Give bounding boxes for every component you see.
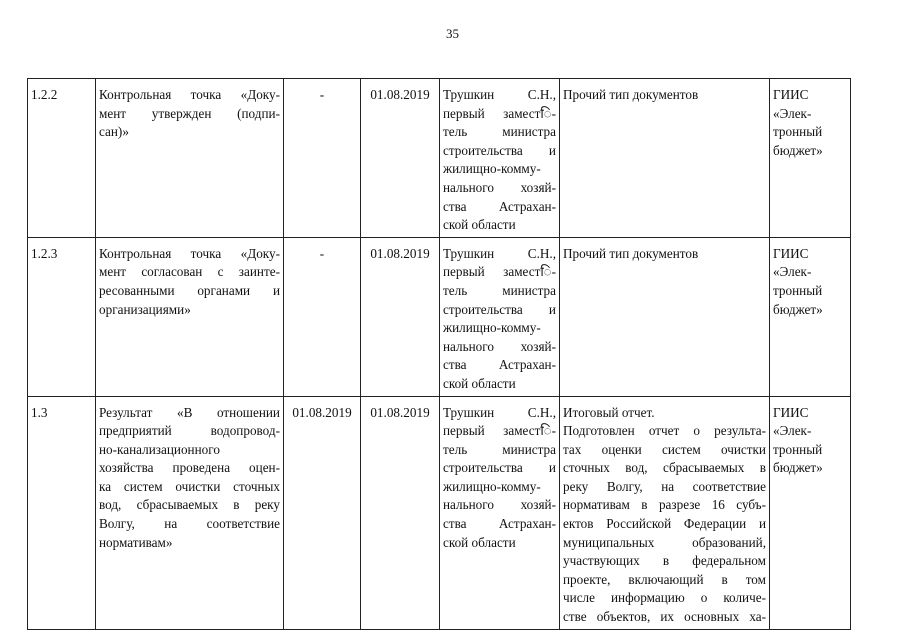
info-system-cell (770, 237, 851, 396)
cell-line: реку Волгу, на соответствие (563, 478, 766, 494)
cell-line: сан)» (99, 124, 129, 140)
cell-line: бюджет» (773, 301, 823, 317)
cell-line: Итоговый отчет. (563, 404, 655, 420)
cell-line: ектов Российской Федерации и (563, 516, 766, 532)
cell-line: сточных вод, сбрасываемых в (563, 460, 766, 476)
cell-line: проекте, включающий в том (563, 571, 766, 587)
cell-line: нального хозяй- (443, 338, 556, 354)
cell-line: Контрольная точка «Доку- (99, 245, 280, 261)
cell-line: Трушкин С.Н., (443, 87, 556, 102)
cell-line: ГИИС (773, 245, 809, 261)
page-number: 35 (446, 26, 459, 41)
cell-line: ства Астрахан- (443, 516, 556, 532)
plan-table (27, 78, 851, 630)
cell-line: нормативам в разрезе 16 субъ- (563, 497, 766, 513)
cell-line: строительства и (443, 460, 556, 476)
document-type-cell (560, 396, 770, 629)
end-date-cell: 01.08.2019 (361, 396, 440, 629)
cell-line: Прочий тип документов (563, 245, 699, 261)
cell-line: хозяйства проведена оцен- (99, 460, 280, 476)
cell-line: тронный (773, 282, 823, 298)
end-date-cell: 01.08.2019 (361, 79, 440, 238)
cell-line: строительства и (443, 301, 556, 317)
info-system-cell (770, 396, 851, 629)
row-number-cell: 1.2.3 (28, 237, 96, 396)
cell-line: Трушкин С.Н., (443, 404, 556, 420)
cell-line: участвующих в федеральном (563, 553, 766, 569)
cell-line: тах оценки систем очистки (563, 441, 766, 457)
cell-line: предприятий водопровод- (99, 423, 280, 439)
cell-line: мент согласован с заинте- (99, 264, 280, 280)
cell-line: нормативам» (99, 534, 173, 550)
cell-line: тель министра (443, 282, 556, 298)
cell-line: «Элек- (773, 423, 812, 439)
cell-line: первый заместि- (443, 105, 556, 121)
table-row (28, 237, 851, 396)
task-name-cell (96, 79, 284, 238)
responsible-cell (440, 237, 560, 396)
start-date-cell: - (284, 237, 361, 396)
row-number-cell: 1.3 (28, 396, 96, 629)
cell-line: жилищно-комму- (443, 161, 541, 177)
cell-line: стве объектов, их основных ха- (563, 609, 766, 625)
cell-line: вод, сбрасываемых в реку (99, 497, 280, 513)
cell-line: «Элек- (773, 105, 812, 121)
cell-line: муниципальных образований, (563, 534, 766, 550)
responsible-cell (440, 79, 560, 238)
cell-line: первый заместि- (443, 264, 556, 280)
cell-line: жилищно-комму- (443, 478, 541, 494)
cell-line: Контрольная точка «Доку- (99, 87, 280, 102)
cell-line: Волгу, на соответствие (99, 516, 280, 532)
cell-line: Результат «В отношении (99, 404, 280, 420)
start-date-cell: 01.08.2019 (284, 396, 361, 629)
cell-line: тронный (773, 441, 823, 457)
responsible-cell (440, 396, 560, 629)
cell-line: ГИИС (773, 404, 809, 420)
cell-line: тронный (773, 124, 823, 140)
cell-line: ской области (443, 534, 516, 550)
cell-line: числе информацию о количе- (563, 590, 766, 606)
cell-line: ка систем очистки сточных (99, 478, 280, 494)
cell-line: тель министра (443, 124, 556, 140)
cell-line: жилищно-комму- (443, 320, 541, 336)
cell-line: организациями» (99, 301, 191, 317)
cell-line: ресованными органами и (99, 282, 280, 298)
cell-line: строительства и (443, 142, 556, 158)
cell-line: нального хозяй- (443, 497, 556, 513)
end-date-cell: 01.08.2019 (361, 237, 440, 396)
task-name-cell (96, 237, 284, 396)
cell-line: бюджет» (773, 460, 823, 476)
cell-line: Прочий тип документов (563, 87, 699, 102)
cell-line: Трушкин С.Н., (443, 245, 556, 261)
table-row (28, 79, 851, 238)
cell-line: тель министра (443, 441, 556, 457)
cell-line: ства Астрахан- (443, 357, 556, 373)
document-type-cell (560, 79, 770, 238)
cell-line: ства Астрахан- (443, 198, 556, 214)
cell-line: мент утвержден (подпи- (99, 105, 280, 121)
cell-line: первый заместि- (443, 423, 556, 439)
cell-line: нального хозяй- (443, 179, 556, 195)
cell-line: бюджет» (773, 142, 823, 158)
info-system-cell (770, 79, 851, 238)
document-type-cell (560, 237, 770, 396)
task-name-cell (96, 396, 284, 629)
cell-line: «Элек- (773, 264, 812, 280)
cell-line: ской области (443, 375, 516, 391)
cell-line: ской области (443, 217, 516, 233)
cell-line: ГИИС (773, 87, 809, 102)
table-row (28, 396, 851, 629)
cell-line: Подготовлен отчет о результа- (563, 423, 766, 439)
start-date-cell: - (284, 79, 361, 238)
cell-line: но-канализационного (99, 441, 220, 457)
row-number-cell: 1.2.2 (28, 79, 96, 238)
